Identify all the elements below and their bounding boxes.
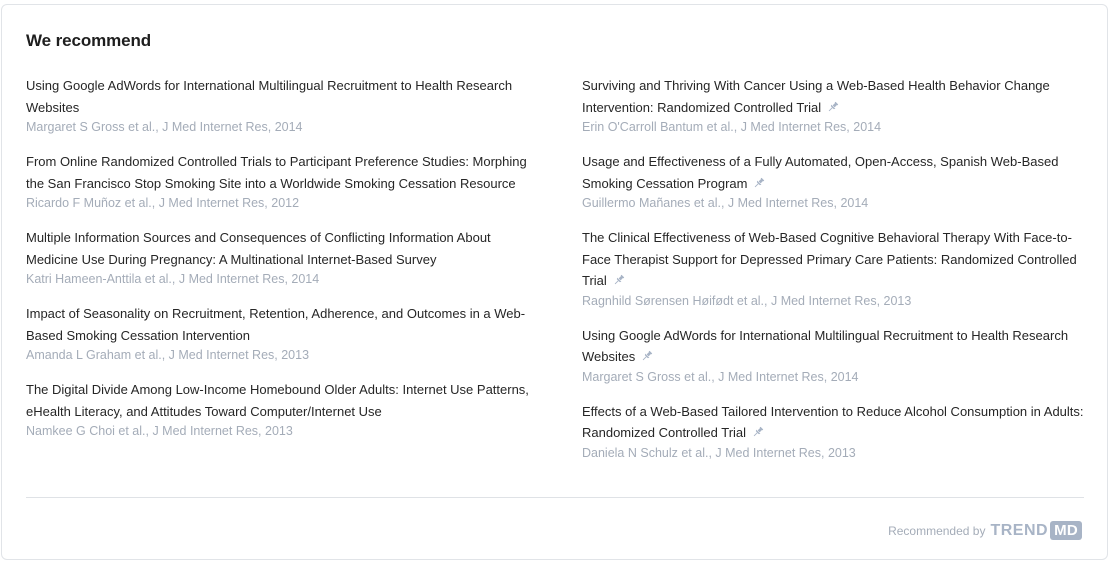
recommendation-item [26, 75, 538, 136]
divider [26, 497, 1084, 498]
recommendation-item [582, 325, 1088, 386]
recommendation-item [582, 401, 1088, 462]
recommendation-title-link[interactable] [26, 303, 538, 346]
recommendation-title-link[interactable] [582, 151, 1088, 194]
trendmd-attribution-link[interactable] [888, 521, 1082, 540]
recommendation-title: Using Google AdWords for International Multilingual Recruitment to Health Research Websites [26, 78, 513, 115]
recommendation-meta: Ricardo F Muñoz et al., J Med Internet Res, 2012 [26, 196, 300, 210]
recommendation-item [582, 75, 1088, 136]
recommendation-meta: Erin O'Carroll Bantum et al., J Med Internet Res, 2014 [582, 120, 882, 134]
recommendation-meta: Guillermo Mañanes et al., J Med Internet Res, 2014 [582, 196, 869, 210]
pin-icon [613, 274, 625, 286]
recommendation-title-link[interactable] [582, 325, 1088, 368]
recommendation-item [26, 303, 538, 364]
trendmd-logo-md: MD [1050, 521, 1082, 540]
recommendation-title: The Clinical Effectiveness of Web-Based Cognitive Behavioral Therapy With Face-to-Face Therapist Support for Depressed Primary Care Patients: Randomized Controlled Trial [582, 230, 1077, 288]
recommendation-meta: Amanda L Graham et al., J Med Internet Res, 2013 [26, 348, 310, 362]
widget-heading: We recommend [26, 31, 152, 50]
recommendation-title-link[interactable] [582, 401, 1088, 444]
recommendations-left-column [26, 75, 538, 455]
pin-icon [641, 350, 653, 362]
recommendation-item [26, 227, 538, 288]
recommendation-meta: Margaret S Gross et al., J Med Internet Res, 2014 [582, 369, 859, 384]
recommendation-title: Effects of a Web-Based Tailored Intervention to Reduce Alcohol Consumption in Adults: Randomized Controlled Trial [582, 403, 1084, 440]
recommended-by-label: Recommended by [888, 523, 986, 538]
pin-icon [752, 426, 764, 438]
recommendation-title-link[interactable] [582, 227, 1088, 292]
recommendation-item [582, 227, 1088, 310]
pin-icon [827, 101, 839, 113]
recommendation-meta: Daniela N Schulz et al., J Med Internet Res, 2013 [582, 445, 856, 460]
recommendation-title: Multiple Information Sources and Consequences of Conflicting Information About Medicine Use During Pregnancy: A Multinational Internet-Based Survey [26, 230, 491, 267]
recommendation-title-link[interactable] [26, 75, 538, 118]
recommendation-title: Surviving and Thriving With Cancer Using a Web-Based Health Behavior Change Intervention: Randomized Controlled Trial [582, 78, 1050, 115]
recommendation-item [26, 379, 538, 440]
recommendation-title: From Online Randomized Controlled Trials to Participant Preference Studies: Morphing the San Francisco Stop Smoking Site into a Worldwide Smoking Cessation Resource [26, 154, 527, 191]
recommendation-item [582, 151, 1088, 212]
recommendation-title: The Digital Divide Among Low-Income Homebound Older Adults: Internet Use Patterns, eHealth Literacy, and Attitudes Toward Computer/Internet Use [26, 382, 529, 419]
recommendation-title-link[interactable] [26, 379, 538, 422]
recommendation-title-link[interactable] [582, 75, 1088, 118]
recommendation-meta: Katri Hameen-Anttila et al., J Med Internet Res, 2014 [26, 272, 320, 286]
trendmd-logo-trend: TREND [990, 521, 1049, 539]
recommendation-title: Using Google AdWords for International Multilingual Recruitment to Health Research Websites [582, 327, 1069, 364]
recommendation-meta: Margaret S Gross et al., J Med Internet Res, 2014 [26, 120, 303, 134]
recommendation-meta: Namkee G Choi et al., J Med Internet Res, 2013 [26, 424, 293, 438]
pin-icon [753, 177, 765, 189]
recommendations-right-column [582, 75, 1088, 477]
recommendation-item [26, 151, 538, 212]
recommendation-title: Impact of Seasonality on Recruitment, Retention, Adherence, and Outcomes in a Web-Based Smoking Cessation Intervention [26, 306, 526, 343]
recommendation-title-link[interactable] [26, 151, 538, 194]
recommendation-meta: Ragnhild Sørensen Høifødt et al., J Med Internet Res, 2013 [582, 293, 912, 308]
recommendation-widget [1, 4, 1108, 560]
recommendation-title: Usage and Effectiveness of a Fully Automated, Open-Access, Spanish Web-Based Smoking Cessation Program [582, 154, 1059, 191]
recommendation-title-link[interactable] [26, 227, 538, 270]
